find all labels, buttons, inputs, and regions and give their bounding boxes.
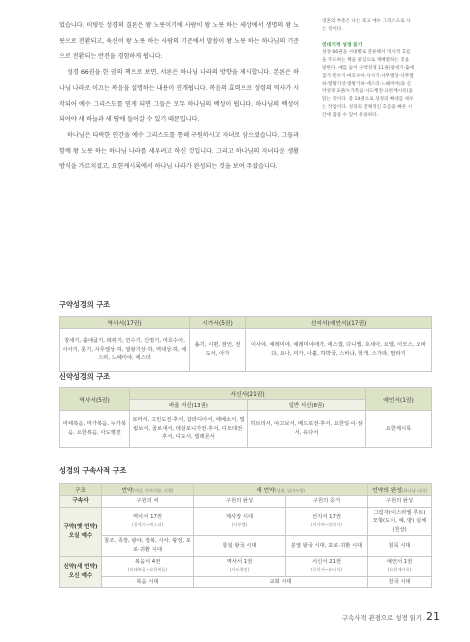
ot-poetry-books: 욥기, 시편, 잠언, 전도서, 아가 [190,329,246,372]
nt-header-paul: 바울 서신(13권) [130,400,248,411]
rs-nt-church-era: 교회 시대 [194,576,368,588]
redemption-structure-table [59,483,432,588]
rs-nt-letters-label: 서신서 21권 [312,558,341,565]
rs-ot-shadow-2: 모형(도시, 예, 땅) 실체(천상) [372,518,427,533]
sidebar-text: 성경 66권을 시대별로 분류해서 역사적 흐름을 주도하는 책을 중심으로 재배열하는 것을 말한다. 예를 들어 구약성경 11권(창세기·출애굽기·민수기·여호수아·사사기·사무엘상·사무엘하·열왕기상·열왕기하·에스라·느헤미야)과 신약성경 3권(누가복음·사도행전·요한계시록)을 읽는 것이다. 총 14권으로 성경의 뼈대를 세우는 작업이다. 성경의 전체적인 흐름을 빠른 시간에 잡을 수 있어 유용하다. [322,50,414,118]
rs-nt-letters-note: (로마서~유다서) [310,567,343,573]
paragraph-1: 었습니다. 이렇듯 성경의 결론은 왕 노릇이기에 사람이 왕 노릇 하는 세상에서 생명의 왕 노릇으로 전환되고, 육신이 왕 노릇 하는 사람의 기준에서 말씀이 왕 노릇 하는 하나님의 기준으로 전환되는 반전을 경험하게 됩니다. [59,22,299,61]
ot-header-prophets: 선지서(예언서)(17권) [246,317,432,329]
ot-structure-table [59,316,432,372]
rs-header-structure: 구조 [60,484,102,496]
paragraph-3: 하나님은 타락한 인간을 예수 그리스도를 통해 구원하시고 자녀로 삼으셨습니다. 그들과 함께 왕 노릇 하는 하나님 나라를 세우려고 하신 것입니다. 그리고 하나님의 자녀다운 생활 방식을 가르치셨고, 요한계시록에서 하나님 나라가 완성되는 것을 보여 주셨습니다. [59,131,299,171]
rs-nt-acts [194,556,286,576]
page-footer [342,610,440,623]
rs-header-completion [368,484,432,496]
nt-header-letters: 서신서(21권) [130,388,366,400]
rs-nt-gospels-label: 복음서 4권 [134,558,161,565]
rs-nt-gospel-era: 복음 시대 [102,576,194,588]
ot-header-poetry: 시가서(5권) [190,317,246,329]
rs-ot-prophets-note: (이사야~말라기) [310,522,343,528]
rs-nt-label: 신약(새 언약) [63,564,98,571]
rs-row1-c3: 구원의 증거 [286,496,368,508]
rs-ot-kingdom: 통일 왕국 시대 [194,536,286,556]
rs-nt-letters [286,556,368,576]
rs-ot-priest-note: (사무엘) [231,522,248,528]
rs-nt-revelation-label: 예언서 1권 [386,558,413,565]
nt-structure-table [59,387,432,448]
rs-header-completion-note: (하나님 나라) [402,488,427,493]
rs-row1-c1: 구원의 씨 [102,496,194,508]
nt-header-history: 역사서(5권) [60,388,130,411]
nt-header-prophecy: 예언서(1권) [366,388,432,411]
page-number: 21 [426,610,440,623]
rs-ot-historybooks [102,507,194,536]
rs-header-new-covenant-label: 새 언약 [256,488,275,494]
rs-ot-historybooks-note: (창세기~에스더) [131,522,164,528]
rs-header-new-covenant [194,484,368,496]
rs-nt-revelation [368,556,432,576]
rs-ot-shadow-1: 그림자(이스라엘 루트) [373,509,426,516]
rs-ot-priest-label: 제사장 시대 [225,513,254,520]
rs-row-head-history: 구속사 [60,496,102,508]
paragraph-2: 성경 66권을 한 권의 책으로 보면, 서론은 하나님 나라의 방향을 제시합니다. 본론은 하나님 나라로 이끄는 복음을 설명하는 내용이 진개됩니다. 복음의 효력으로 성령의 역사가 시작되어 예수 그리스도를 믿게 되면 그들은 모두 하나님의 백성이 됩니다. 하나님의 백성이 되어야 새 하늘과 새 땅에 들어갈 수 있기 때문입니다. [59,69,299,124]
rs-nt-gospels [102,556,194,576]
nt-prophecy-books: 요한계시록 [366,411,432,448]
rs-header-completion-label: 언약의 완성 [372,488,402,494]
rs-ot-eras: 창조, 족장, 광야, 정복, 사사, 왕정, 포로·귀환 시대 [102,536,194,556]
rs-ot-silence: 침묵 시대 [368,536,432,556]
rs-ot-shadow [368,507,432,536]
rs-ot-divided: 분열 왕국 시대, 포로·귀환 시대 [286,536,368,556]
rs-row-head-ot [60,507,102,556]
nt-general-books: 히브리서, 야고보서, 베드로전·후서, 요한일·이·삼서, 유다서 [248,411,366,448]
rs-nt-heaven-era: 천국 시대 [368,576,432,588]
rs-row1-c4: 구원의 완성 [368,496,432,508]
rs-ot-label-2: 오실 예수 [68,532,93,539]
rs-nt-gospels-note: (마태복음~요한복음) [127,567,168,573]
sidebar-heading: 연대기적 성경 읽기 [322,42,363,48]
rs-ot-priest [194,507,286,536]
rs-nt-acts-label: 역사서 1권 [226,558,253,565]
rs-row1-c2: 구원의 완성 [194,496,286,508]
rs-ot-historybooks-label: 역사서 17권 [133,513,162,520]
rs-nt-acts-note: (사도행전) [229,567,250,573]
ot-history-books: 창세기, 출애굽기, 레위기, 민수기, 신명기, 여호수아, 사사기, 룻기, 사무엘상·하, 열왕기상·하, 역대상·하, 에스라, 느헤미야, 에스더 [60,329,190,372]
footer-text: 구속사적 관점으로 성경 읽기 [341,614,422,622]
rs-header-covenant-note: (아담, 아브라함, 다윗) [132,488,174,493]
rs-header-new-covenant-note: (성취, 임마누엘) [274,488,305,493]
rs-header-covenant [102,484,194,496]
nt-header-general: 일반 서신(8권) [248,400,366,411]
rs-ot-prophets-label: 선지서 17권 [312,513,341,520]
main-body-text [59,18,299,175]
redemption-section-title: 성경의 구속사적 구조 [59,466,127,475]
rs-ot-label: 구약(옛 언약) [63,523,98,530]
ot-prophet-books: 이사야, 예레미야, 예레미야애가, 에스겔, 다니엘, 호세아, 요엘, 아모스, 오바댜, 요나, 미가, 나훔, 하박국, 스바냐, 학개, 스가랴, 말라기 [246,329,432,372]
rs-nt-label-2: 오신 예수 [68,572,93,579]
sidebar-note [322,18,414,120]
nt-paul-books: 로마서, 고린도전·후서, 갈라디아서, 에베소서, 빌립보서, 골로새서, 데살로니가전·후서, 디모데전·후서, 디도서, 빌레몬서 [130,411,248,448]
sidebar-intro: 영혼의 부흥은 나는 죽고 예수 그리스도로 사는 것이다. [322,19,411,32]
nt-section-title: 신약성경의 구조 [59,372,111,381]
ot-section-title: 구약성경의 구조 [59,300,111,309]
ot-header-history: 역사서(17권) [60,317,190,329]
rs-nt-revelation-note: (요한계시록) [387,567,412,573]
rs-ot-prophets [286,507,368,536]
rs-row-head-nt [60,556,102,588]
rs-header-covenant-label: 언약 [121,488,133,494]
nt-history-books: 마태복음, 마가복음, 누가복음, 요한복음, 사도행전 [60,411,130,448]
